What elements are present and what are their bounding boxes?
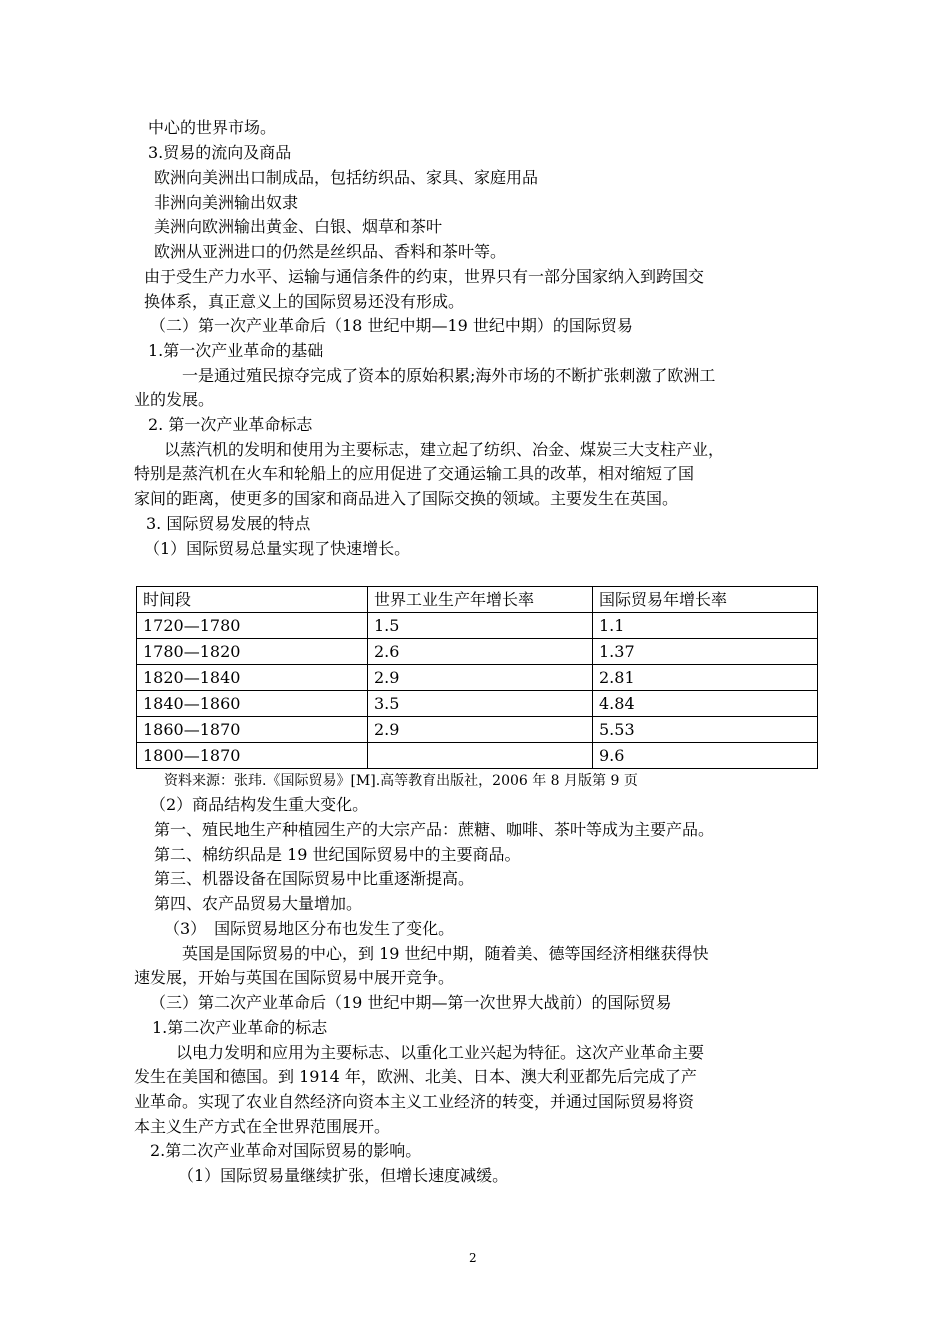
section-heading: 2.第二次产业革命对国际贸易的影响。 (150, 1141, 422, 1160)
text-line: 第一、殖民地生产种植园生产的大宗产品：蔗糖、咖啡、茶叶等成为主要产品。 (154, 820, 715, 839)
table-header-cell: 世界工业生产年增长率 (368, 587, 593, 613)
text-line: 一是通过殖民掠夺完成了资本的原始积累;海外市场的不断扩张刺激了欧洲工 (182, 366, 716, 385)
text-line: 英国是国际贸易的中心，到 19 世纪中期，随着美、德等国经济相继获得快 (182, 944, 709, 963)
text-line: 家间的距离，使更多的国家和商品进入了国际交换的领域。主要发生在英国。 (134, 489, 679, 508)
section-heading: 1.第一次产业革命的基础 (148, 341, 324, 360)
text-line: 美洲向欧洲输出黄金、白银、烟草和茶叶 (154, 217, 443, 236)
table-cell: 2.9 (368, 665, 593, 691)
text-line: 以蒸汽机的发明和使用为主要标志，建立起了纺织、冶金、煤炭三大支柱产业， (164, 440, 725, 459)
text-line: 换体系，真正意义上的国际贸易还没有形成。 (144, 292, 465, 311)
text-line: 业的发展。 (134, 390, 215, 409)
text-line: 第四、农产品贸易大量增加。 (154, 894, 363, 913)
table-cell: 1840—1860 (137, 691, 368, 717)
section-heading: 2. 第一次产业革命标志 (148, 415, 313, 434)
section-heading: 3. 国际贸易发展的特点 (146, 514, 311, 533)
text-line: 第三、机器设备在国际贸易中比重逐渐提高。 (154, 869, 475, 888)
text-line: 发生在美国和德国。到 1914 年，欧洲、北美、日本、澳大利亚都先后完成了产 (134, 1067, 697, 1086)
table-row (137, 639, 818, 665)
table-header-row (137, 587, 818, 613)
section-heading: 1.第二次产业革命的标志 (152, 1018, 328, 1037)
table-row (137, 743, 818, 769)
table-cell: 5.53 (593, 717, 818, 743)
table-cell: 1.5 (368, 613, 593, 639)
text-line: 非洲向美洲输出奴隶 (154, 193, 299, 212)
table-cell: 1.37 (593, 639, 818, 665)
text-line: 由于受生产力水平、运输与通信条件的约束，世界只有一部分国家纳入到跨国交 (144, 267, 705, 286)
text-line: 中心的世界市场。 (148, 118, 277, 137)
text-line: 第二、棉纺织品是 19 世纪国际贸易中的主要商品。 (154, 845, 521, 864)
table-cell: 1800—1870 (137, 743, 368, 769)
table-cell: 2.9 (368, 717, 593, 743)
section-heading: 3.贸易的流向及商品 (148, 143, 292, 162)
table-cell: 2.6 (368, 639, 593, 665)
table-cell: 4.84 (593, 691, 818, 717)
table-header-cell: 国际贸易年增长率 (593, 587, 818, 613)
table-cell: 9.6 (593, 743, 818, 769)
table-row (137, 665, 818, 691)
text-line: 以电力发明和应用为主要标志、以重化工业兴起为特征。这次产业革命主要 (176, 1043, 705, 1062)
section-heading: （二）第一次产业革命后（18 世纪中期—19 世纪中期）的国际贸易 (150, 316, 633, 335)
text-line: 特别是蒸汽机在火车和轮船上的应用促进了交通运输工具的改革，相对缩短了国 (134, 464, 695, 483)
table-cell: 1.1 (593, 613, 818, 639)
table-row (137, 613, 818, 639)
section-heading: （2）商品结构发生重大变化。 (150, 795, 369, 814)
table-cell: 1860—1870 (137, 717, 368, 743)
text-line: 欧洲向美洲出口制成品，包括纺织品、家具、家庭用品 (154, 168, 539, 187)
text-line: （1）国际贸易量继续扩张，但增长速度减缓。 (178, 1166, 509, 1185)
growth-rate-table (136, 586, 818, 769)
table-row (137, 691, 818, 717)
table-cell: 1820—1840 (137, 665, 368, 691)
table-cell (368, 743, 593, 769)
table-cell: 1780—1820 (137, 639, 368, 665)
text-line: 业革命。实现了农业自然经济向资本主义工业经济的转变，并通过国际贸易将资 (134, 1092, 695, 1111)
table-cell: 2.81 (593, 665, 818, 691)
text-line: 本主义生产方式在全世界范围展开。 (134, 1117, 391, 1136)
text-line: （1）国际贸易总量实现了快速增长。 (144, 539, 411, 558)
section-heading: （3） 国际贸易地区分布也发生了变化。 (164, 919, 455, 938)
section-heading: （三）第二次产业革命后（19 世纪中期—第一次世界大战前）的国际贸易 (150, 993, 672, 1012)
page-number: 2 (469, 1251, 477, 1265)
table-cell: 3.5 (368, 691, 593, 717)
text-line: 速发展，开始与英国在国际贸易中展开竞争。 (134, 968, 455, 987)
table-header-cell: 时间段 (137, 587, 368, 613)
table-source-note: 资料来源：张玮.《国际贸易》[M].高等教育出版社，2006 年 8 月版第 9 页 (164, 773, 638, 789)
table-row (137, 717, 818, 743)
table-cell: 1720—1780 (137, 613, 368, 639)
text-line: 欧洲从亚洲进口的仍然是丝织品、香料和茶叶等。 (154, 242, 507, 261)
